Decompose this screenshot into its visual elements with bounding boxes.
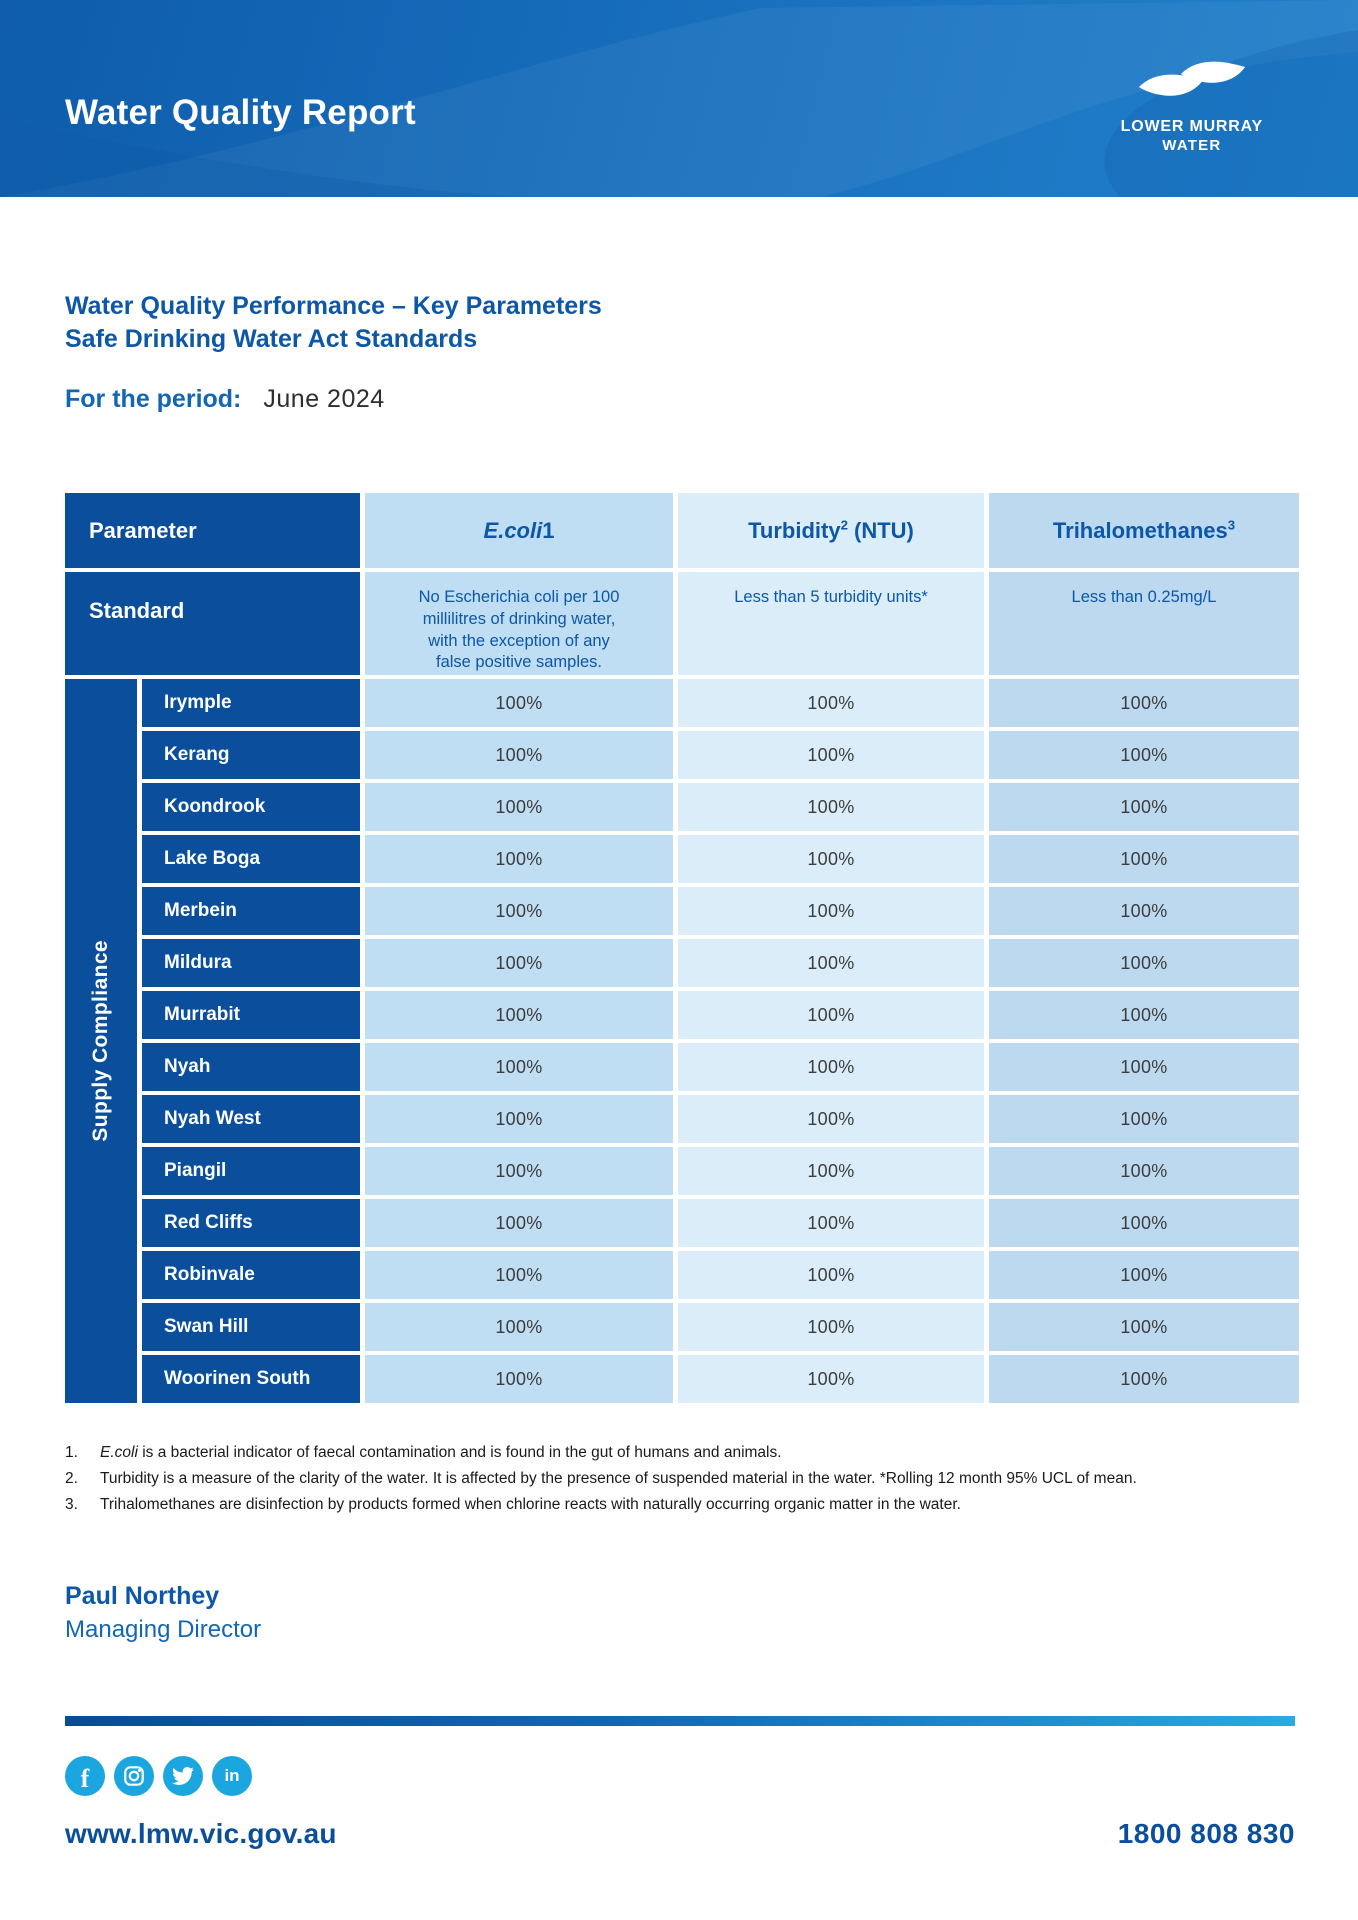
compliance-value-turbidity: 100% <box>678 1095 984 1143</box>
heading-line1: Water Quality Performance – Key Parameters <box>65 292 602 320</box>
town-label: Red Cliffs <box>142 1199 360 1247</box>
compliance-value-trihalomethanes: 100% <box>989 887 1299 935</box>
compliance-value-ecoli: 100% <box>365 731 673 779</box>
compliance-value-trihalomethanes: 100% <box>989 939 1299 987</box>
compliance-value-ecoli: 100% <box>365 939 673 987</box>
signature-role: Managing Director <box>65 1616 262 1643</box>
compliance-value-ecoli: 100% <box>365 991 673 1039</box>
parameter-header-cell: Parameter <box>65 493 360 568</box>
column-header-ecoli <box>365 493 673 568</box>
town-label: Lake Boga <box>142 835 360 883</box>
compliance-value-ecoli: 100% <box>365 1147 673 1195</box>
compliance-value-ecoli: 100% <box>365 783 673 831</box>
instagram-icon[interactable] <box>114 1756 154 1796</box>
compliance-value-trihalomethanes: 100% <box>989 1251 1299 1299</box>
standard-trihalomethanes: Less than 0.25mg/L <box>989 572 1299 675</box>
town-label: Irymple <box>142 679 360 727</box>
compliance-value-turbidity: 100% <box>678 1043 984 1091</box>
compliance-value-trihalomethanes: 100% <box>989 1043 1299 1091</box>
standard-header-cell: Standard <box>65 572 360 675</box>
ecoli-label: E.coli <box>483 517 543 543</box>
turbidity-footnote-ref: 2 <box>840 517 848 533</box>
town-label: Mildura <box>142 939 360 987</box>
twitter-icon[interactable] <box>163 1756 203 1796</box>
compliance-value-turbidity: 100% <box>678 1199 984 1247</box>
social-links <box>65 1756 1295 1796</box>
water-waves-icon <box>1137 59 1247 113</box>
compliance-value-ecoli: 100% <box>365 1199 673 1247</box>
logo-line1: LOWER MURRAY <box>1120 118 1263 136</box>
website-link[interactable]: www.lmw.vic.gov.au <box>65 1818 337 1849</box>
compliance-value-trihalomethanes: 100% <box>989 1199 1299 1247</box>
signature-block <box>65 1582 1295 1644</box>
footnotes <box>65 1440 1295 1518</box>
lower-murray-water-logo <box>1121 59 1263 156</box>
compliance-value-turbidity: 100% <box>678 939 984 987</box>
compliance-value-ecoli: 100% <box>365 679 673 727</box>
linkedin-icon[interactable]: in <box>212 1756 252 1796</box>
signature-name: Paul Northey <box>65 1582 220 1610</box>
compliance-value-turbidity: 100% <box>678 783 984 831</box>
compliance-value-ecoli: 100% <box>365 835 673 883</box>
compliance-value-ecoli: 100% <box>365 1251 673 1299</box>
compliance-value-trihalomethanes: 100% <box>989 1303 1299 1351</box>
town-label: Swan Hill <box>142 1303 360 1351</box>
town-label: Merbein <box>142 887 360 935</box>
logo-text <box>1121 117 1263 156</box>
trihalomethanes-footnote-ref: 3 <box>1227 517 1236 533</box>
compliance-value-ecoli: 100% <box>365 1303 673 1351</box>
compliance-value-trihalomethanes: 100% <box>989 1147 1299 1195</box>
footnote-3: 3. Trihalomethanes are disinfection by products formed when chlorine reacts with naturally occurring organic matter in the water. <box>65 1496 961 1513</box>
footer-divider <box>65 1716 1295 1726</box>
compliance-value-ecoli: 100% <box>365 1355 673 1403</box>
compliance-value-ecoli: 100% <box>365 1043 673 1091</box>
town-label: Nyah West <box>142 1095 360 1143</box>
phone-number: 1800 808 830 <box>1117 1818 1295 1849</box>
turbidity-label: Turbidity <box>748 517 841 543</box>
footnote-2: 2. Turbidity is a measure of the clarity of the water. It is affected by the presence of suspended material in the water. *Rolling 12 month 95% UCL of mean. <box>65 1470 1137 1487</box>
footnote-1: 1. E.coli is a bacterial indicator of faecal contamination and is found in the gut of humans and animals. <box>65 1444 782 1461</box>
compliance-value-trihalomethanes: 100% <box>989 679 1299 727</box>
compliance-value-trihalomethanes: 100% <box>989 1095 1299 1143</box>
compliance-value-turbidity: 100% <box>678 1147 984 1195</box>
column-header-turbidity <box>678 493 984 568</box>
supply-compliance-group-label: Supply Compliance <box>65 679 137 1403</box>
logo-line2: WATER <box>1162 137 1222 155</box>
compliance-value-turbidity: 100% <box>678 679 984 727</box>
turbidity-unit: (NTU) <box>847 517 914 543</box>
compliance-value-turbidity: 100% <box>678 1303 984 1351</box>
column-header-trihalomethanes <box>989 493 1299 568</box>
town-label: Kerang <box>142 731 360 779</box>
page-title: Water Quality Report <box>65 92 416 132</box>
compliance-value-turbidity: 100% <box>678 731 984 779</box>
town-label: Piangil <box>142 1147 360 1195</box>
compliance-value-ecoli: 100% <box>365 887 673 935</box>
ecoli-footnote-ref: 1 <box>542 517 555 543</box>
standard-turbidity: Less than 5 turbidity units* <box>678 572 984 675</box>
compliance-value-trihalomethanes: 100% <box>989 783 1299 831</box>
report-period <box>65 385 1295 414</box>
town-label: Koondrook <box>142 783 360 831</box>
town-label: Murrabit <box>142 991 360 1039</box>
period-value: June 2024 <box>263 385 385 413</box>
town-label: Robinvale <box>142 1251 360 1299</box>
footer-contact <box>65 1818 1295 1850</box>
town-label: Nyah <box>142 1043 360 1091</box>
compliance-value-turbidity: 100% <box>678 1251 984 1299</box>
standard-ecoli: No Escherichia coli per 100 millilitres of drinking water, with the exception of any false positive samples. <box>365 572 673 675</box>
section-heading <box>65 290 1295 356</box>
compliance-value-trihalomethanes: 100% <box>989 991 1299 1039</box>
heading-line2: Safe Drinking Water Act Standards <box>65 325 478 353</box>
compliance-value-turbidity: 100% <box>678 835 984 883</box>
period-label: For the period: <box>65 385 242 413</box>
header-banner <box>0 0 1358 197</box>
trihalomethanes-label: Trihalomethanes <box>1052 517 1228 543</box>
compliance-value-turbidity: 100% <box>678 991 984 1039</box>
facebook-icon[interactable]: f <box>65 1756 105 1796</box>
compliance-value-trihalomethanes: 100% <box>989 835 1299 883</box>
compliance-value-turbidity: 100% <box>678 1355 984 1403</box>
compliance-value-turbidity: 100% <box>678 887 984 935</box>
town-label: Woorinen South <box>142 1355 360 1403</box>
compliance-value-trihalomethanes: 100% <box>989 1355 1299 1403</box>
compliance-value-ecoli: 100% <box>365 1095 673 1143</box>
water-quality-table <box>65 493 1299 1403</box>
compliance-value-trihalomethanes: 100% <box>989 731 1299 779</box>
